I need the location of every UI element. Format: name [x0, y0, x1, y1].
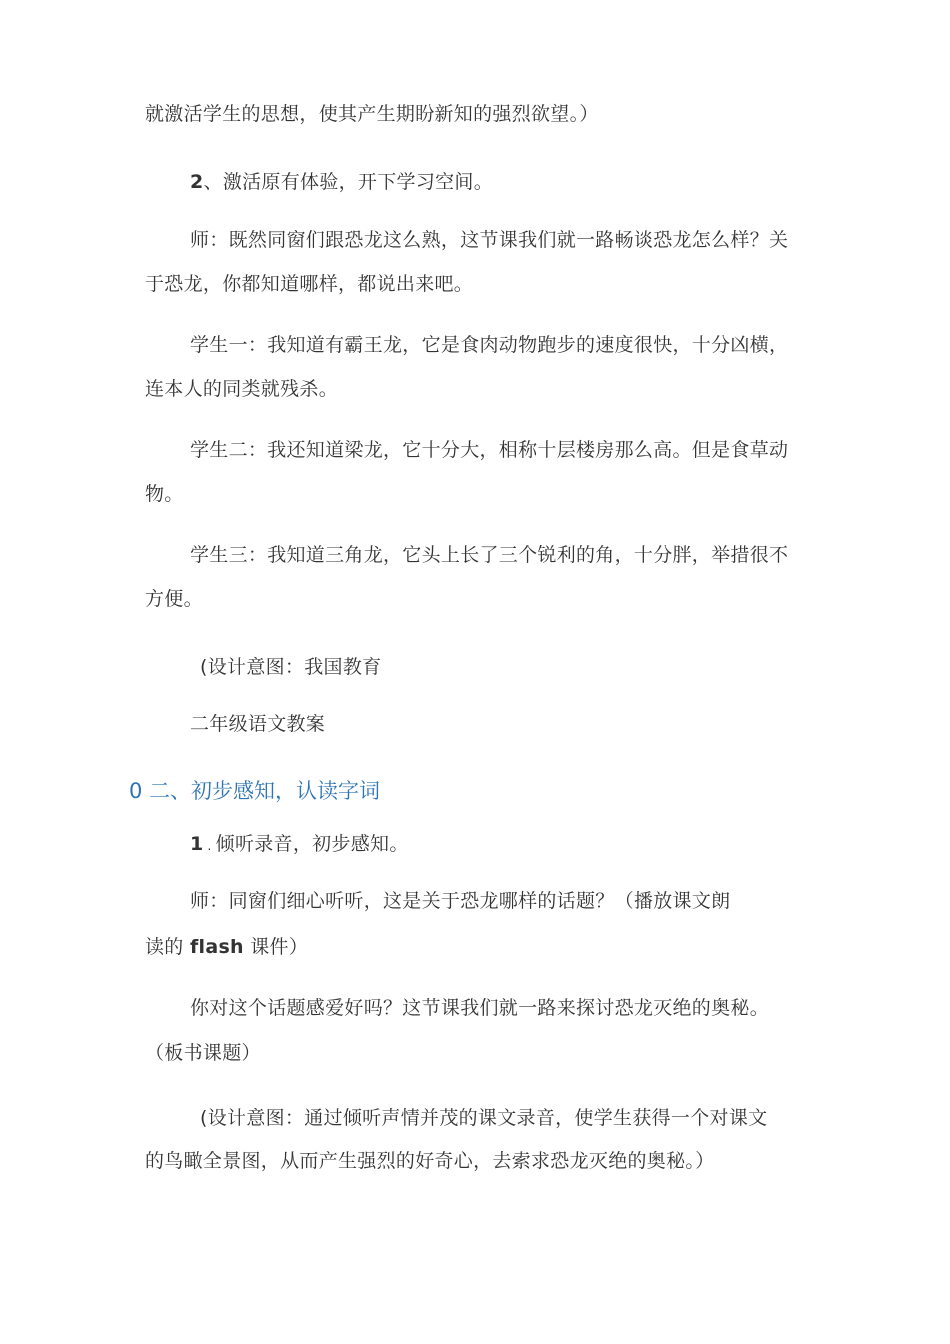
design-intent-note: (设计意图：通过倾听声情并茂的课文录音，使学生获得一个对课文	[200, 1107, 768, 1129]
paragraph-line: 师：既然同窗们跟恐龙这么熟，这节课我们就一路畅谈恐龙怎么样？关	[190, 229, 789, 251]
paragraph-line: 学生一：我知道有霸王龙，它是食肉动物跑步的速度很快，十分凶横，	[190, 334, 789, 356]
heading-number: 0	[129, 779, 143, 803]
flash-term: flash	[189, 936, 244, 958]
item-text: 、激活原有体验，开下学习空间。	[203, 171, 494, 193]
design-intent-note: (设计意图：我国教育	[200, 656, 382, 678]
text-segment: 读的	[145, 936, 190, 958]
paragraph-line	[145, 935, 308, 959]
text-segment: 课件）	[243, 936, 309, 958]
paragraph-line: 二年级语文教案	[190, 713, 326, 735]
paragraph-line: 学生三：我知道三角龙，它头上长了三个锐利的角，十分胖，举措很不	[190, 544, 789, 566]
item-dot: .	[207, 839, 212, 853]
paragraph-line: （板书课题）	[145, 1042, 261, 1064]
section-heading	[129, 778, 380, 804]
paragraph-line: 物。	[145, 483, 184, 505]
paragraph-line: 你对这个话题感爱好吗？这节课我们就一路来探讨恐龙灭绝的奥秘。	[190, 997, 770, 1019]
paragraph-line: 师：同窗们细心听听，这是关于恐龙哪样的话题？（播放课文朗	[190, 890, 731, 912]
paragraph-line: 的鸟瞰全景图，从而产生强烈的好奇心，去索求恐龙灭绝的奥秘。）	[145, 1150, 715, 1172]
section-item-2	[190, 170, 493, 194]
paragraph-line: 学生二：我还知道梁龙，它十分大，相称十层楼房那么高。但是食草动	[190, 439, 789, 461]
heading-text: 二、初步感知，认读字词	[149, 779, 381, 803]
item-text: 倾听录音，初步感知。	[215, 833, 409, 855]
paragraph-line: 连本人的同类就残杀。	[145, 378, 339, 400]
paragraph-line: 方便。	[145, 588, 203, 610]
paragraph-line: 于恐龙，你都知道哪样，都说出来吧。	[145, 273, 474, 295]
section-item-1	[190, 832, 409, 858]
paragraph-line: 就激活学生的思想，使其产生期盼新知的强烈欲望。）	[145, 103, 599, 125]
item-number: 1	[190, 833, 204, 855]
item-number: 2	[190, 171, 204, 193]
